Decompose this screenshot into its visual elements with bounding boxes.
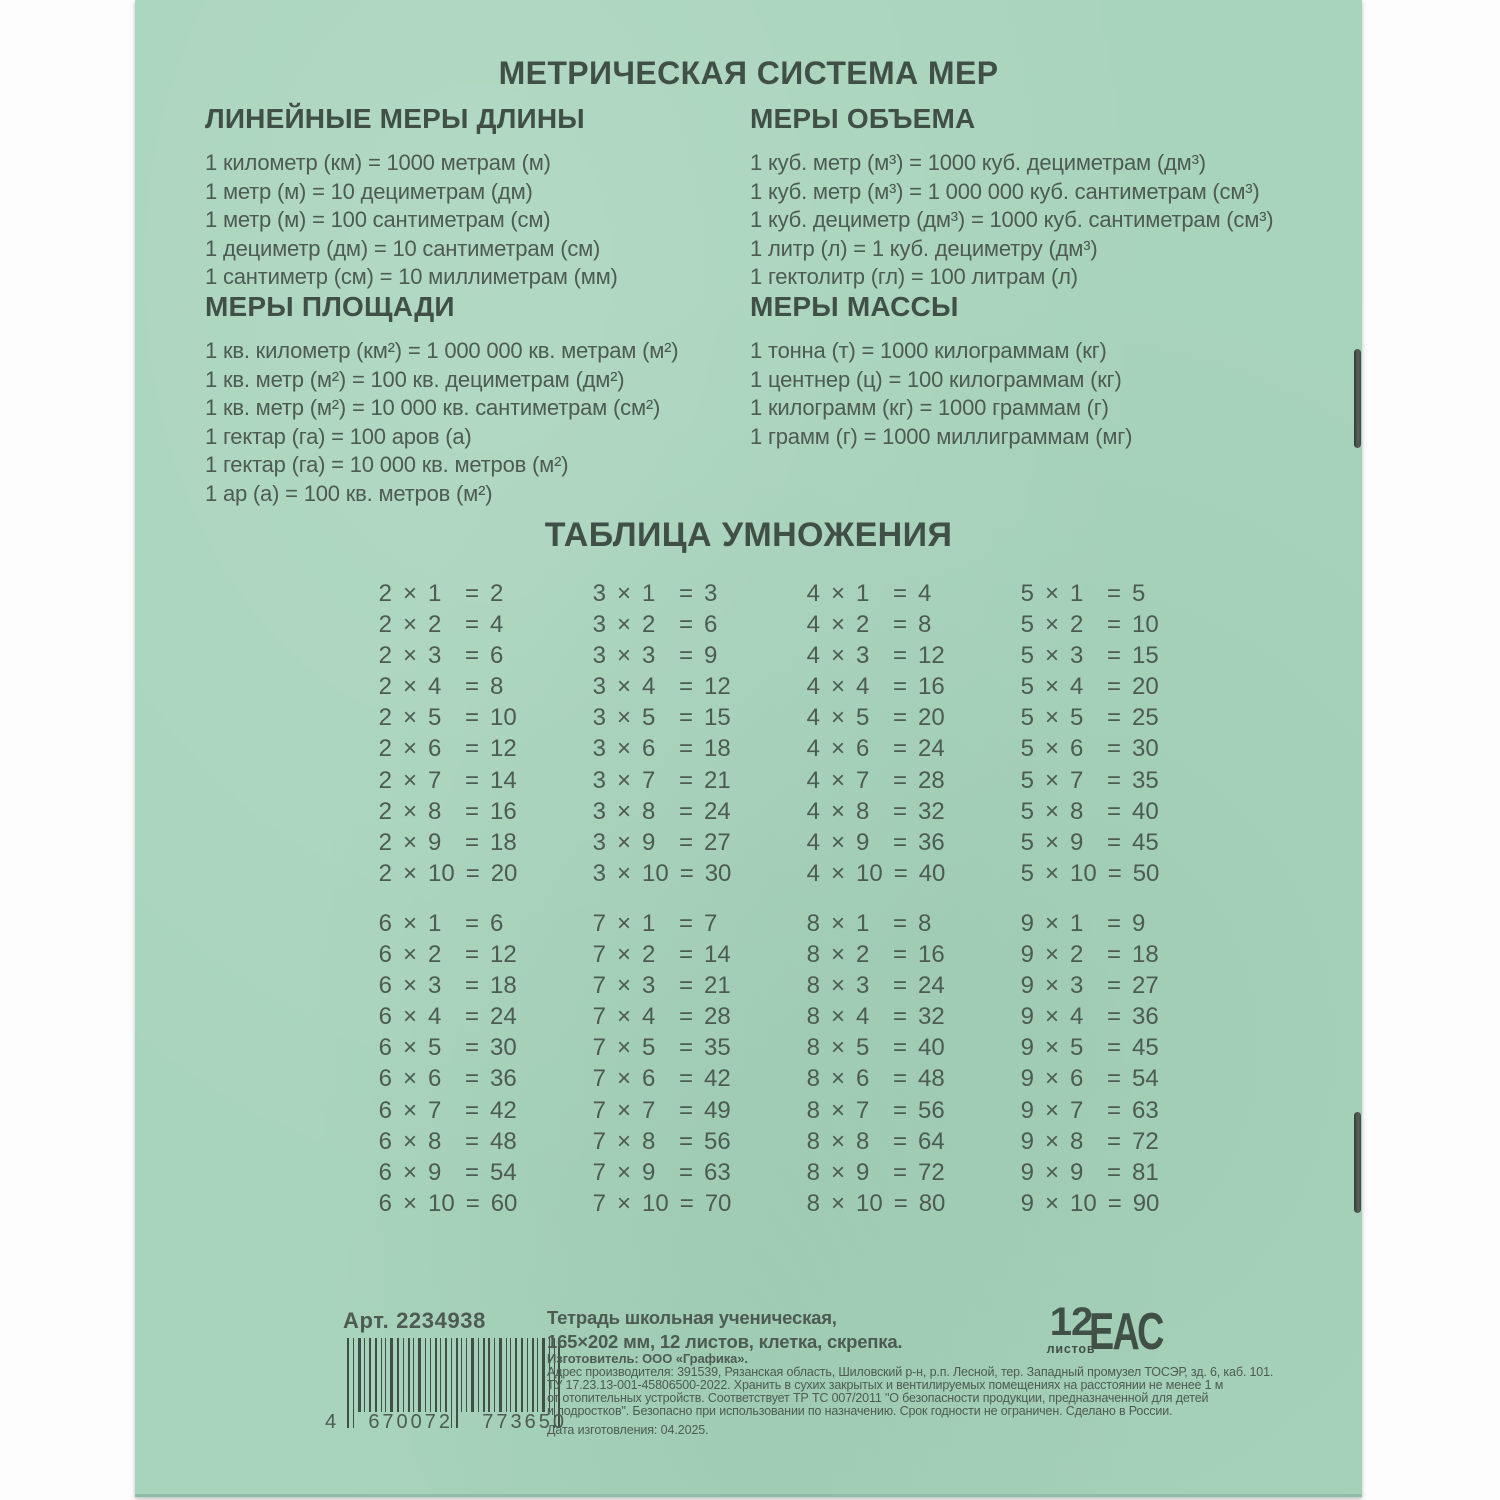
barcode: [347, 1338, 561, 1412]
manufacturer-line: Изготовитель: ООО «Графика».: [547, 1351, 748, 1366]
multiplication-row: 5 × 9 = 45: [1020, 828, 1159, 856]
multiplication-row: 8 × 3 = 24: [806, 972, 945, 1000]
multiplication-row: 2 × 8 = 16: [378, 797, 517, 825]
multiplication-row: 7 × 10 = 70: [592, 1189, 732, 1217]
multiplication-row: 9 × 6 = 54: [1020, 1065, 1159, 1093]
barcode-bar: [478, 1338, 479, 1412]
section-lines: [205, 337, 770, 509]
multiplication-row: 3 × 10 = 30: [592, 859, 732, 887]
multiplication-block-top: [368, 578, 1162, 889]
multiplication-column-4: [796, 578, 948, 889]
section-lines: [750, 337, 1355, 451]
barcode-digit-group: 4: [325, 1411, 340, 1433]
section-heading: МЕРЫ ПЛОЩАДИ: [205, 291, 455, 322]
article-number: Арт. 2234938: [343, 1308, 486, 1333]
multiplication-row: 5 × 2 = 10: [1020, 611, 1159, 639]
multiplication-column-3: [582, 578, 734, 889]
multiplication-column-8: [796, 908, 948, 1219]
multiplication-row: 7 × 1 = 7: [592, 910, 718, 937]
multiplication-row: 5 × 3 = 15: [1020, 642, 1159, 670]
multiplication-column-2: [368, 578, 520, 889]
barcode-bar: [515, 1338, 517, 1412]
manufacture-date: Дата изготовления: 04.2025.: [547, 1422, 709, 1437]
barcode-bar: [425, 1338, 426, 1412]
multiplication-row: 9 × 7 = 63: [1020, 1096, 1159, 1124]
barcode-bar: [403, 1338, 404, 1412]
multiplication-row: 9 × 4 = 36: [1020, 1003, 1159, 1031]
barcode-bar: [385, 1338, 386, 1412]
conversion-line: 1 кв. километр (км²) = 1 000 000 кв. метрам (м²): [205, 338, 679, 363]
regulatory-line: от отопительных устройств. Соответствует ТР ТС 007/2011 "О безопасности продукции, предназначенной для детей: [547, 1390, 1209, 1405]
product-description-line: 165×202 мм, 12 листов, клетка, скрепка.: [547, 1331, 903, 1352]
multiplication-row: 4 × 6 = 24: [806, 735, 945, 763]
sheets-label: листов: [1046, 1342, 1096, 1356]
multiplication-row: 6 × 2 = 12: [378, 941, 517, 969]
multiplication-row: 4 × 9 = 36: [806, 828, 945, 856]
multiplication-row: 3 × 7 = 21: [592, 766, 731, 794]
multiplication-row: 8 × 8 = 64: [806, 1127, 945, 1155]
conversion-line: 1 сантиметр (см) = 10 миллиметрам (мм): [205, 264, 618, 290]
manufacturer-info: [547, 1352, 1327, 1437]
barcode-bar: [413, 1338, 414, 1412]
multiplication-row: 9 × 1 = 9: [1020, 910, 1146, 937]
multiplication-row: 7 × 3 = 21: [592, 972, 731, 1000]
multiplication-row: 8 × 2 = 16: [806, 941, 945, 969]
barcode-bar: [408, 1338, 410, 1412]
barcode-bar: [375, 1338, 377, 1412]
multiplication-row: 4 × 7 = 28: [806, 766, 945, 794]
section-heading: ЛИНЕЙНЫЕ МЕРЫ ДЛИНЫ: [205, 103, 585, 134]
eac-conformity-mark: ЕАС: [1089, 1302, 1163, 1361]
multiplication-row: 5 × 4 = 20: [1020, 673, 1159, 701]
barcode-digit-group: 670072: [368, 1411, 454, 1433]
multiplication-row: 6 × 6 = 36: [378, 1065, 517, 1093]
section-mass-measures: [750, 290, 1355, 451]
multiplication-row: 4 × 8 = 32: [806, 797, 945, 825]
barcode-bar: [390, 1338, 393, 1412]
barcode-bar: [369, 1338, 371, 1412]
multiplication-row: 2 × 10 = 20: [378, 859, 518, 887]
conversion-line: 1 ар (а) = 100 кв. метров (м²): [205, 480, 493, 506]
multiplication-row: 9 × 3 = 27: [1020, 972, 1159, 1000]
barcode-bar: [521, 1338, 523, 1412]
conversion-line: 1 куб. дециметр (дм³) = 1000 куб. сантиметрам (см³): [750, 207, 1274, 233]
multiplication-row: 6 × 7 = 42: [378, 1096, 517, 1124]
multiplication-row: 5 × 8 = 40: [1020, 797, 1159, 825]
regulatory-line: и подростков". Безопасно при использовании по назначению. Срок годности не ограничен. Сделано в России.: [547, 1403, 1173, 1418]
multiplication-row: 3 × 4 = 12: [592, 673, 731, 701]
conversion-line: 1 метр (м) = 100 сантиметрам (см): [205, 207, 551, 233]
multiplication-row: 5 × 10 = 50: [1020, 859, 1160, 887]
multiplication-table-title: ТАБЛИЦА УМНОЖЕНИЯ: [544, 516, 953, 554]
staple-bottom-icon: [1354, 1112, 1361, 1213]
barcode-digits: [325, 1411, 567, 1434]
multiplication-row: 9 × 5 = 45: [1020, 1034, 1159, 1062]
metric-system-title: МЕТРИЧЕСКАЯ СИСТЕМА МЕР: [498, 55, 999, 91]
multiplication-row: 8 × 10 = 80: [806, 1189, 946, 1217]
multiplication-row: 4 × 4 = 16: [806, 673, 945, 701]
multiplication-row: 8 × 6 = 48: [806, 1065, 945, 1093]
barcode-bar: [418, 1338, 421, 1412]
multiplication-row: 9 × 9 = 81: [1020, 1158, 1159, 1186]
multiplication-row: 4 × 10 = 40: [806, 859, 946, 887]
barcode-bar: [461, 1338, 462, 1412]
multiplication-row: 5 × 5 = 25: [1020, 704, 1159, 732]
conversion-line: 1 километр (км) = 1000 метрам (м): [205, 150, 551, 175]
multiplication-row: 2 × 5 = 10: [378, 704, 517, 732]
multiplication-row: 4 × 2 = 8: [806, 611, 932, 639]
multiplication-row: 8 × 4 = 32: [806, 1003, 945, 1031]
barcode-bar: [527, 1338, 528, 1412]
multiplication-row: 9 × 10 = 90: [1020, 1189, 1160, 1217]
multiplication-row: 4 × 1 = 4: [806, 580, 932, 607]
conversion-line: 1 гектар (га) = 100 аров (а): [205, 423, 472, 449]
multiplication-row: 3 × 5 = 15: [592, 704, 731, 732]
barcode-bar: [506, 1338, 507, 1412]
barcode-bar: [430, 1338, 431, 1412]
multiplication-column-9: [1010, 908, 1162, 1219]
barcode-bar: [510, 1338, 511, 1412]
multiplication-row: 8 × 5 = 40: [806, 1034, 945, 1062]
notebook-back-cover: [135, 0, 1362, 1497]
conversion-line: 1 куб. метр (м³) = 1 000 000 куб. сантиметрам (см³): [750, 178, 1260, 204]
multiplication-row: 7 × 6 = 42: [592, 1065, 731, 1093]
barcode-bar: [499, 1338, 502, 1412]
multiplication-row: 8 × 7 = 56: [806, 1096, 945, 1124]
multiplication-row: 9 × 2 = 18: [1020, 941, 1159, 969]
multiplication-column-6: [368, 908, 520, 1219]
multiplication-row: 6 × 1 = 6: [378, 910, 504, 937]
multiplication-row: 3 × 2 = 6: [592, 611, 718, 639]
conversion-line: 1 гектолитр (гл) = 100 литрам (л): [750, 264, 1078, 290]
multiplication-row: 6 × 9 = 54: [378, 1158, 517, 1186]
multiplication-row: 5 × 1 = 5: [1020, 580, 1146, 607]
multiplication-row: 8 × 1 = 8: [806, 910, 932, 937]
multiplication-row: 2 × 7 = 14: [378, 766, 517, 794]
multiplication-row: 7 × 8 = 56: [592, 1127, 731, 1155]
barcode-bar: [532, 1338, 534, 1412]
multiplication-row: 2 × 6 = 12: [378, 735, 517, 763]
multiplication-row: 6 × 8 = 48: [378, 1127, 517, 1155]
multiplication-row: 7 × 4 = 28: [592, 1003, 731, 1031]
conversion-line: 1 центнер (ц) = 100 килограммам (кг): [750, 366, 1122, 392]
conversion-line: 1 куб. метр (м³) = 1000 куб. дециметрам (дм³): [750, 150, 1206, 175]
multiplication-row: 7 × 7 = 49: [592, 1096, 731, 1124]
barcode-bar: [471, 1338, 474, 1412]
barcode-bar: [397, 1338, 399, 1412]
staple-top-icon: [1354, 349, 1361, 448]
multiplication-row: 7 × 9 = 63: [592, 1158, 731, 1186]
conversion-line: 1 литр (л) = 1 куб. дециметру (дм³): [750, 235, 1098, 261]
barcode-bar: [483, 1338, 485, 1412]
section-heading: МЕРЫ ОБЪЕМА: [750, 103, 976, 134]
conversion-line: 1 килограмм (кг) = 1000 граммам (г): [750, 395, 1109, 421]
conversion-line: 1 кв. метр (м²) = 10 000 кв. сантиметрам (см²): [205, 395, 661, 421]
section-lines: [750, 149, 1355, 292]
multiplication-row: 2 × 2 = 4: [378, 611, 504, 639]
conversion-line: 1 тонна (т) = 1000 килограммам (кг): [750, 338, 1107, 363]
multiplication-row: 6 × 5 = 30: [378, 1034, 517, 1062]
conversion-line: 1 дециметр (дм) = 10 сантиметрам (см): [205, 235, 601, 261]
multiplication-column-5: [1010, 578, 1162, 889]
conversion-line: 1 грамм (г) = 1000 миллиграммам (мг): [750, 423, 1133, 449]
multiplication-row: 3 × 9 = 27: [592, 828, 731, 856]
regulatory-line: ТУ 17.23.13-001-45806500-2022. Хранить в сухих закрытых и вентилируемых помещениях на расстоянии не менее 1 м: [547, 1377, 1224, 1392]
sheets-number: 12: [1049, 1300, 1093, 1344]
barcode-bar: [537, 1338, 538, 1412]
multiplication-row: 3 × 3 = 9: [592, 642, 718, 670]
multiplication-row: 3 × 1 = 3: [592, 580, 718, 607]
barcode-bar: [494, 1338, 495, 1412]
section-lines: [205, 149, 770, 292]
barcode-digit-group: 773650: [482, 1411, 567, 1433]
barcode-bar: [488, 1338, 490, 1412]
barcode-bar: [435, 1338, 437, 1412]
section-volume-measures: [750, 102, 1355, 292]
conversion-line: 1 гектар (га) = 10 000 кв. метров (м²): [205, 452, 569, 478]
multiplication-row: 7 × 5 = 35: [592, 1034, 731, 1062]
section-area-measures: [205, 290, 770, 509]
multiplication-row: 6 × 4 = 24: [378, 1003, 517, 1031]
conversion-line: 1 метр (м) = 10 дециметрам (дм): [205, 178, 533, 204]
section-heading: МЕРЫ МАССЫ: [750, 291, 959, 322]
multiplication-row: 5 × 7 = 35: [1020, 766, 1159, 794]
barcode-bar: [440, 1338, 441, 1412]
multiplication-row: 9 × 8 = 72: [1020, 1127, 1159, 1155]
barcode-bar: [445, 1338, 447, 1412]
multiplication-row: 3 × 8 = 24: [592, 797, 731, 825]
section-linear-measures: [205, 102, 770, 292]
multiplication-row: 2 × 9 = 18: [378, 828, 517, 856]
barcode-bar: [381, 1338, 382, 1412]
product-description-line: Тетрадь школьная ученическая,: [547, 1307, 837, 1328]
multiplication-row: 2 × 4 = 8: [378, 673, 504, 701]
multiplication-row: 6 × 3 = 18: [378, 972, 517, 1000]
multiplication-row: 5 × 6 = 30: [1020, 735, 1159, 763]
regulatory-lines: [547, 1366, 1327, 1418]
multiplication-row: 8 × 9 = 72: [806, 1158, 945, 1186]
conversion-line: 1 кв. метр (м²) = 100 кв. дециметрам (дм²): [205, 366, 625, 392]
multiplication-row: 3 × 6 = 18: [592, 735, 731, 763]
multiplication-row: 6 × 10 = 60: [378, 1189, 518, 1217]
multiplication-column-7: [582, 908, 734, 1219]
multiplication-row: 2 × 1 = 2: [378, 580, 504, 607]
multiplication-row: 4 × 3 = 12: [806, 642, 945, 670]
barcode-bar: [542, 1338, 545, 1412]
multiplication-block-bottom: [368, 908, 1162, 1219]
multiplication-row: 4 × 5 = 20: [806, 704, 945, 732]
barcode-bar: [466, 1338, 467, 1412]
barcode-bar: [358, 1338, 361, 1412]
product-description: [547, 1306, 902, 1354]
multiplication-row: 7 × 2 = 14: [592, 941, 731, 969]
regulatory-line: Адрес производителя: 391539, Рязанская область, Шиловский р-н, р.п. Лесной, тер. Западный промузел ТОСЭР, зд. 6, каб. 101.: [547, 1365, 1274, 1379]
barcode-bar: [364, 1338, 365, 1412]
multiplication-row: 2 × 3 = 6: [378, 642, 504, 670]
